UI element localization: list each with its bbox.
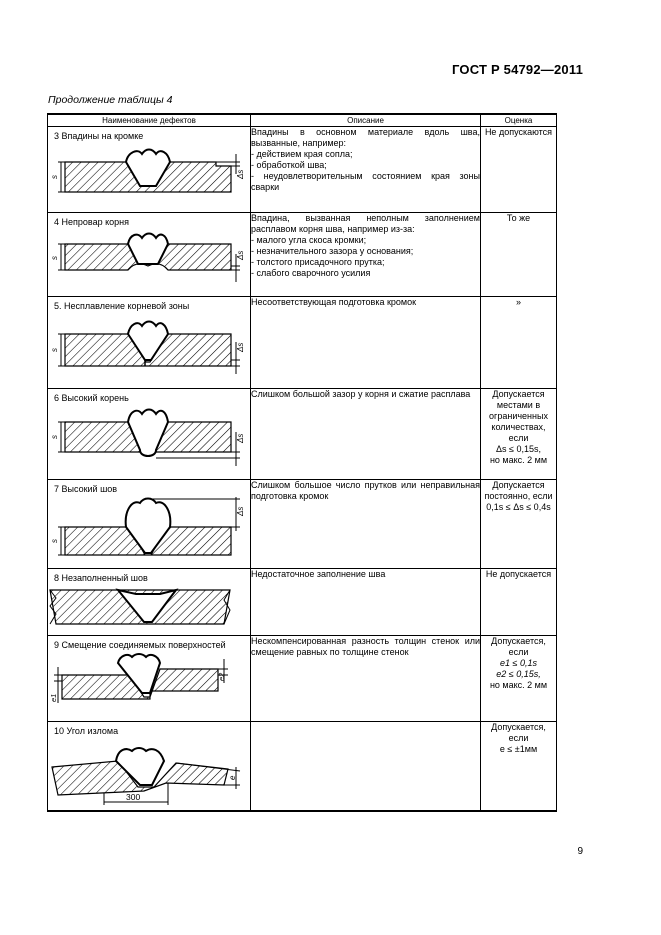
unfilled-weld-figure (48, 586, 248, 630)
defect-name: 3 Впадины на кромке (54, 131, 144, 141)
defect-name-cell (48, 389, 251, 480)
evaluation-line: но макс. 2 мм (489, 680, 548, 690)
evaluation-line: То же (506, 213, 531, 223)
description-line: - незначительного зазора у основания; (251, 246, 414, 256)
description-line: - толстого присадочного прутка; (251, 257, 385, 267)
description-line: Несоответствующая подготовка кромок (251, 297, 417, 307)
table-row (48, 569, 557, 636)
defect-name-cell (48, 480, 251, 569)
description-line: - неудовлетворительным состоянием края зоны сварки (251, 171, 480, 192)
misalignment-figure (48, 653, 248, 715)
column-header-description: Описание (251, 114, 481, 127)
description-line: Нескомпенсированная разность толщин стенок или смещение равных по толщине стенок (251, 636, 480, 657)
evaluation-line: Допускается, если (491, 636, 546, 657)
excess-root-figure (48, 406, 248, 472)
dimension-label: e (228, 775, 237, 780)
evaluation-line: Допускается (492, 480, 545, 490)
defect-name: 8 Незаполненный шов (54, 573, 148, 583)
description-line: - обработкой шва; (251, 160, 327, 170)
dimension-label: s (50, 256, 59, 260)
table-row (48, 389, 557, 480)
description-line: Слишком большое число прутков или неправильная подготовка кромок (251, 480, 480, 501)
description-cell (251, 213, 481, 297)
table-row (48, 722, 557, 812)
description-line: - слабого сварочного усилия (251, 268, 371, 278)
dimension-label: s (50, 435, 59, 439)
evaluation-line: ограниченных (489, 411, 548, 421)
defect-name-cell (48, 636, 251, 722)
defect-name: 4 Непровар корня (54, 217, 129, 227)
description-line: Слишком большой зазор у корня и сжатие расплава (251, 389, 471, 399)
evaluation-line: » (515, 297, 521, 307)
evaluation-line: Допускается (492, 389, 545, 399)
description-line: Впадины в основном материале вдоль шва, вызванные, например: (251, 127, 480, 148)
edge-undercut-figure (48, 144, 248, 204)
evaluation-line: Δs ≤ 0,15s, (496, 444, 541, 454)
column-header-name: Наименование дефектов (48, 114, 251, 127)
defect-name-cell (48, 127, 251, 213)
defect-name: 9 Смещение соединяемых поверхностей (54, 640, 226, 650)
table-header-row (48, 114, 557, 127)
evaluation-line: местами в (496, 400, 541, 410)
evaluation-line: постоянно, если (484, 491, 553, 501)
evaluation-cell (481, 297, 557, 389)
dimension-label: Δs (236, 169, 245, 179)
table-row (48, 480, 557, 569)
defect-name-cell (48, 297, 251, 389)
evaluation-line: Допускается, если (491, 722, 546, 743)
description-cell (251, 569, 481, 636)
evaluation-cell (481, 722, 557, 812)
evaluation-line: Не допускается (485, 569, 552, 579)
table-continuation-caption: Продолжение таблицы 4 (48, 94, 173, 106)
root-lack-of-fusion-figure (48, 314, 248, 380)
evaluation-cell (481, 480, 557, 569)
description-cell (251, 389, 481, 480)
description-cell (251, 127, 481, 213)
incomplete-root-figure (48, 230, 248, 288)
evaluation-cell (481, 389, 557, 480)
dimension-label: Δs (236, 506, 245, 516)
dimension-label: Δs (236, 433, 245, 443)
dimension-label: s (50, 348, 59, 352)
column-header-evaluation: Оценка (481, 114, 557, 127)
evaluation-cell (481, 213, 557, 297)
defect-name-cell (48, 569, 251, 636)
dimension-label: e1 (49, 693, 58, 702)
defects-table (47, 113, 557, 812)
description-line: Впадина, вызванная неполным заполнением расплавом корня шва, например из-за: (251, 213, 480, 234)
description-line: Недостаточное заполнение шва (251, 569, 386, 579)
description-line: - малого угла скоса кромки; (251, 235, 367, 245)
evaluation-line: e2 ≤ 0,15s, (496, 669, 541, 679)
dimension-label: Δs (236, 250, 245, 260)
standard-number: ГОСТ Р 54792—2011 (452, 62, 583, 77)
evaluation-cell (481, 127, 557, 213)
defect-name-cell (48, 722, 251, 812)
evaluation-cell (481, 569, 557, 636)
table-row (48, 636, 557, 722)
angular-misalignment-figure (48, 739, 248, 809)
description-line: - действием края сопла; (251, 149, 353, 159)
table-row (48, 297, 557, 389)
dimension-label: 300 (126, 792, 141, 802)
dimension-label: e2 (217, 672, 226, 681)
evaluation-line: Не допускаются (484, 127, 553, 137)
description-cell (251, 636, 481, 722)
table-row (48, 213, 557, 297)
defect-name: 6 Высокий корень (54, 393, 129, 403)
defect-name: 10 Угол излома (54, 726, 119, 736)
evaluation-line: e ≤ ±1мм (499, 744, 538, 754)
page-number: 9 (577, 846, 583, 857)
evaluation-line: 0,1s ≤ Δs ≤ 0,4s (486, 502, 551, 512)
dimension-label: Δs (236, 342, 245, 352)
evaluation-line: но макс. 2 мм (489, 455, 548, 465)
description-cell (251, 722, 481, 812)
description-cell (251, 480, 481, 569)
defect-name: 5. Несплавление корневой зоны (54, 301, 190, 311)
defect-name: 7 Высокий шов (54, 484, 118, 494)
defect-name-cell (48, 213, 251, 297)
excess-weld-figure (48, 497, 248, 561)
dimension-label: s (50, 175, 59, 179)
table-row (48, 127, 557, 213)
evaluation-line: e1 ≤ 0,1s (500, 658, 537, 668)
description-cell (251, 297, 481, 389)
evaluation-cell (481, 636, 557, 722)
dimension-label: s (50, 539, 59, 543)
evaluation-line: количествах, если (491, 422, 546, 443)
